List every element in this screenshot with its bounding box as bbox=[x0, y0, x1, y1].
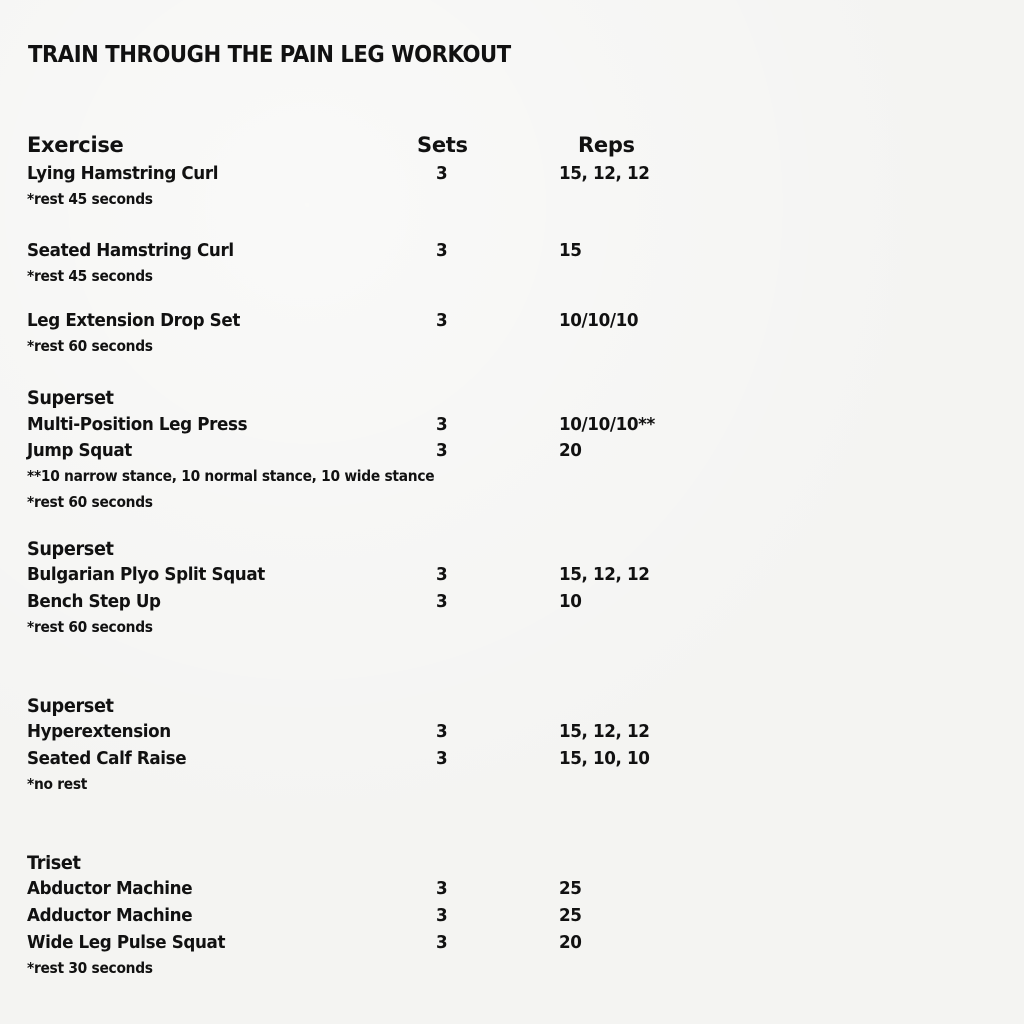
exercise-name: Multi-Position Leg Press bbox=[27, 414, 248, 435]
exercise-reps: 15, 10, 10 bbox=[559, 748, 650, 769]
exercise-reps: 25 bbox=[559, 905, 582, 926]
exercise-sets: 3 bbox=[436, 721, 448, 742]
exercise-reps: 20 bbox=[559, 440, 582, 461]
group-label-superset: Superset bbox=[27, 695, 114, 717]
rest-note: *no rest bbox=[27, 775, 88, 793]
exercise-reps: 25 bbox=[559, 878, 582, 899]
header-sets: Sets bbox=[417, 133, 468, 157]
exercise-row bbox=[0, 163, 1024, 189]
header-exercise: Exercise bbox=[27, 133, 124, 157]
exercise-name: Leg Extension Drop Set bbox=[27, 310, 240, 331]
exercise-name: Bulgarian Plyo Split Squat bbox=[27, 564, 265, 585]
exercise-name: Hyperextension bbox=[27, 721, 171, 742]
exercise-sets: 3 bbox=[436, 878, 448, 899]
exercise-sets: 3 bbox=[436, 564, 448, 585]
exercise-reps: 15, 12, 12 bbox=[559, 721, 650, 742]
page-title: TRAIN THROUGH THE PAIN LEG WORKOUT bbox=[28, 42, 511, 68]
exercise-name: Bench Step Up bbox=[27, 591, 161, 612]
exercise-name: Seated Calf Raise bbox=[27, 748, 187, 769]
exercise-sets: 3 bbox=[436, 905, 448, 926]
exercise-reps: 10/10/10 bbox=[559, 310, 639, 331]
exercise-row bbox=[0, 240, 1024, 266]
group-label-superset: Superset bbox=[27, 538, 114, 560]
stance-note: **10 narrow stance, 10 normal stance, 10 wide stance bbox=[27, 467, 435, 485]
exercise-row bbox=[0, 905, 1024, 931]
exercise-reps: 15 bbox=[559, 240, 582, 261]
rest-note: *rest 60 seconds bbox=[27, 618, 153, 636]
exercise-name: Jump Squat bbox=[27, 440, 132, 461]
exercise-name: Abductor Machine bbox=[27, 878, 193, 899]
exercise-name: Seated Hamstring Curl bbox=[27, 240, 234, 261]
rest-note: *rest 60 seconds bbox=[27, 493, 153, 511]
exercise-name: Wide Leg Pulse Squat bbox=[27, 932, 226, 953]
exercise-sets: 3 bbox=[436, 163, 448, 184]
exercise-sets: 3 bbox=[436, 440, 448, 461]
exercise-reps: 15, 12, 12 bbox=[559, 163, 650, 184]
exercise-row bbox=[0, 440, 1024, 466]
group-label-triset: Triset bbox=[27, 852, 81, 874]
rest-note: *rest 30 seconds bbox=[27, 959, 153, 977]
exercise-reps: 15, 12, 12 bbox=[559, 564, 650, 585]
exercise-row bbox=[0, 748, 1024, 774]
exercise-sets: 3 bbox=[436, 414, 448, 435]
exercise-sets: 3 bbox=[436, 591, 448, 612]
exercise-name: Lying Hamstring Curl bbox=[27, 163, 219, 184]
exercise-row bbox=[0, 721, 1024, 747]
exercise-sets: 3 bbox=[436, 932, 448, 953]
exercise-row bbox=[0, 878, 1024, 904]
exercise-reps: 10 bbox=[559, 591, 582, 612]
exercise-row bbox=[0, 564, 1024, 590]
exercise-sets: 3 bbox=[436, 748, 448, 769]
rest-note: *rest 60 seconds bbox=[27, 337, 153, 355]
exercise-row bbox=[0, 414, 1024, 440]
exercise-row bbox=[0, 310, 1024, 336]
exercise-sets: 3 bbox=[436, 310, 448, 331]
exercise-row bbox=[0, 591, 1024, 617]
exercise-name: Adductor Machine bbox=[27, 905, 193, 926]
exercise-reps: 10/10/10** bbox=[559, 414, 655, 435]
rest-note: *rest 45 seconds bbox=[27, 267, 153, 285]
exercise-reps: 20 bbox=[559, 932, 582, 953]
exercise-sets: 3 bbox=[436, 240, 448, 261]
group-label-superset: Superset bbox=[27, 387, 114, 409]
rest-note: *rest 45 seconds bbox=[27, 190, 153, 208]
exercise-row bbox=[0, 932, 1024, 958]
header-reps: Reps bbox=[578, 133, 635, 157]
